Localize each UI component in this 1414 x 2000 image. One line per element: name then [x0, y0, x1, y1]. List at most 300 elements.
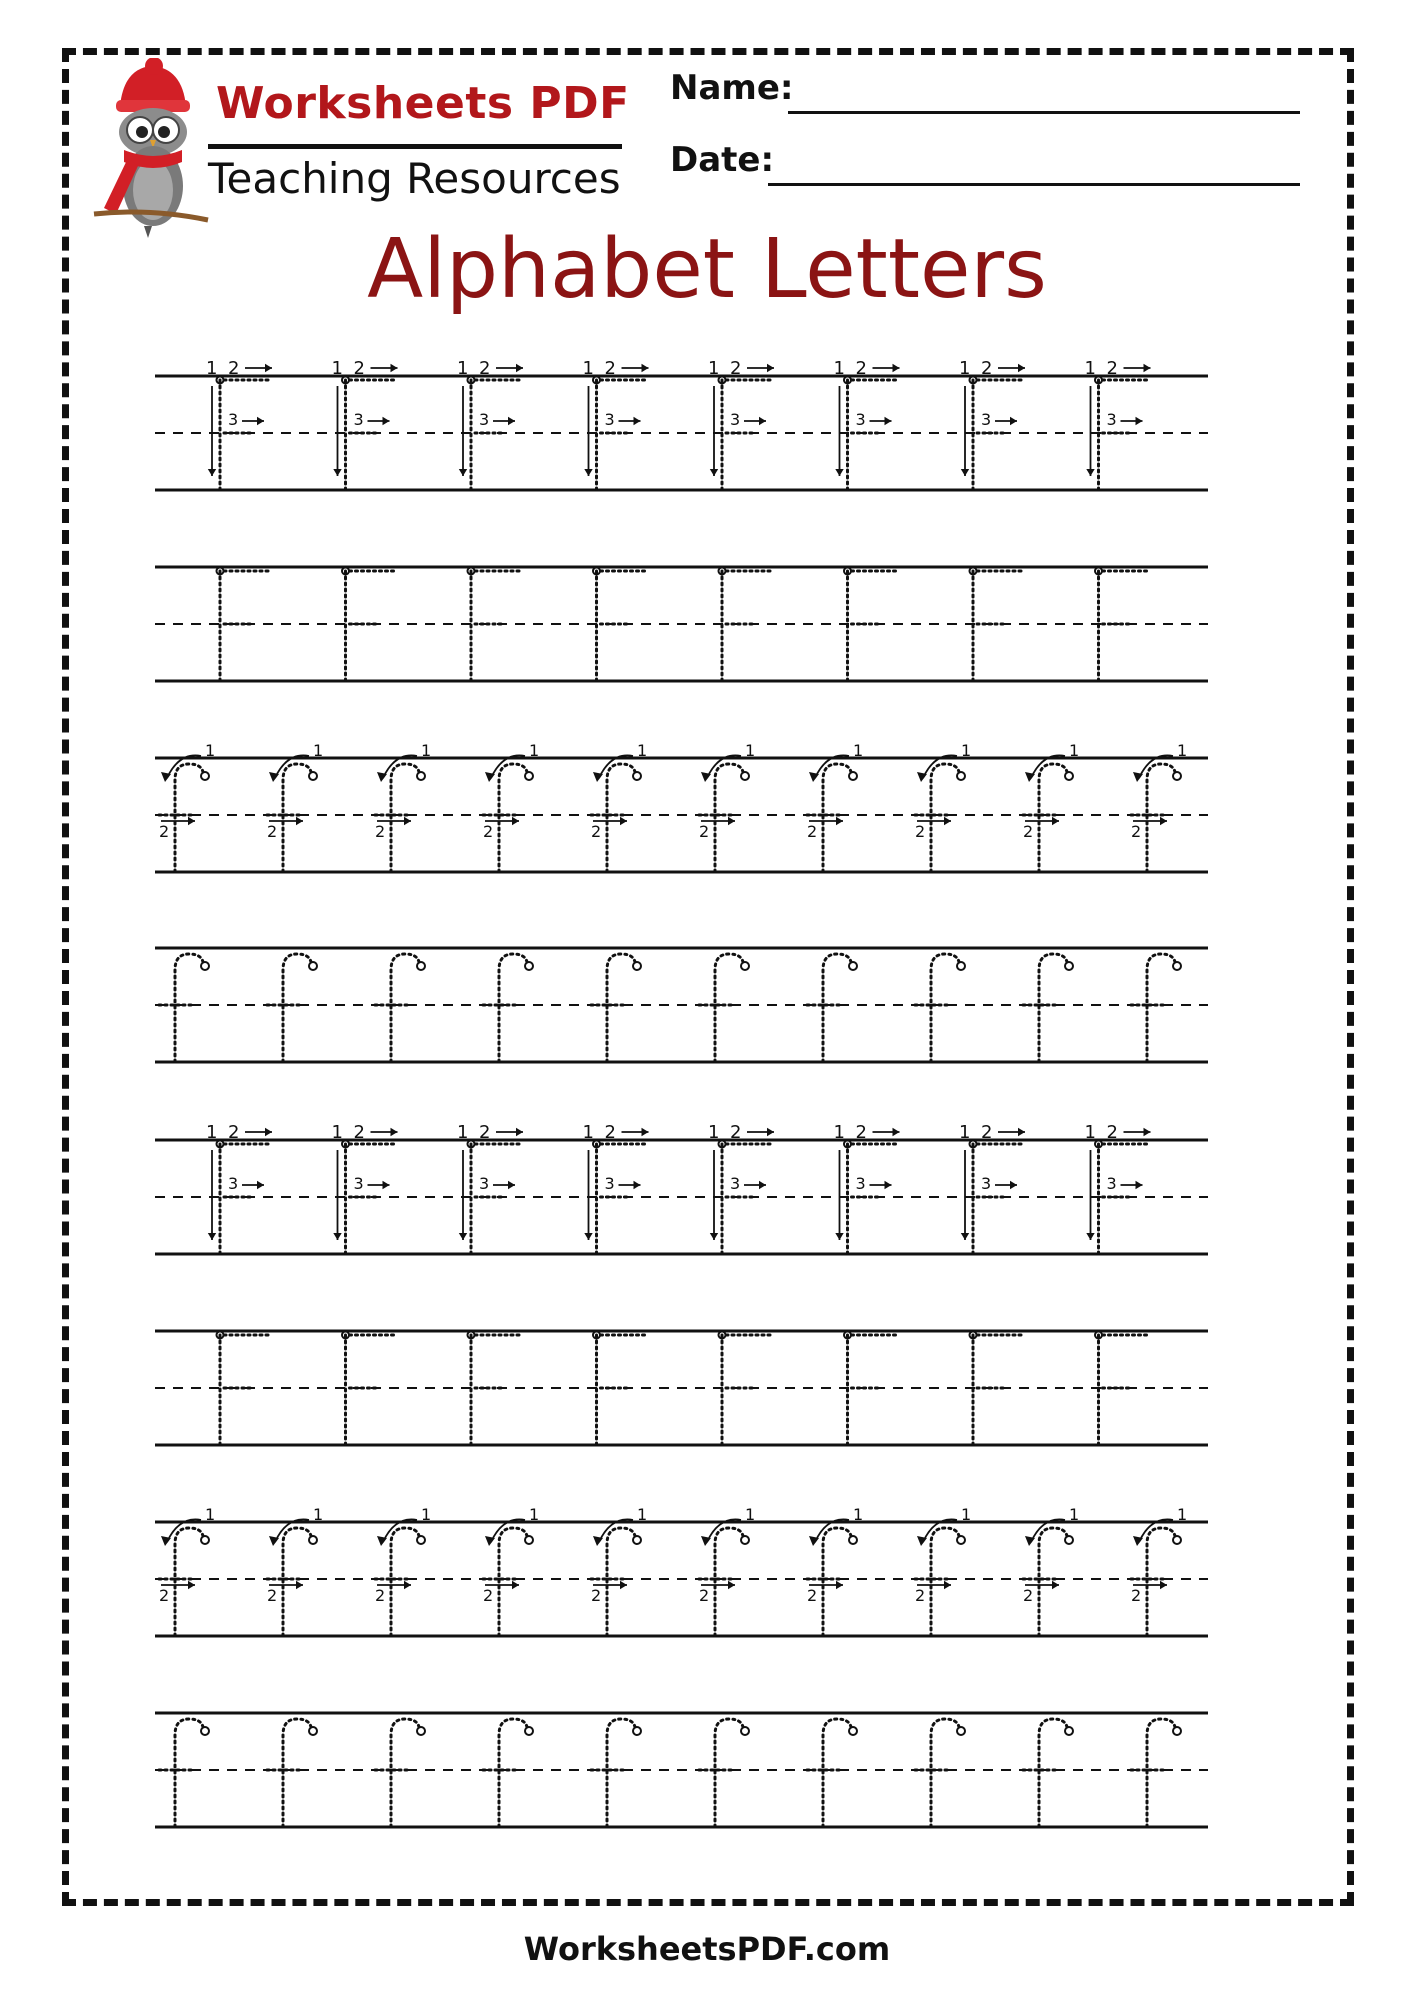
- stroke-arrow-2-head: [944, 1581, 951, 1589]
- start-dot: [957, 962, 965, 970]
- stroke-arrow-3-head: [257, 1181, 264, 1189]
- stroke-arrow-3-head: [759, 417, 766, 425]
- stroke-number-2: 2: [604, 1122, 616, 1143]
- stroke-number-2: 2: [1023, 822, 1034, 841]
- trace-letter-f: [483, 1505, 539, 1636]
- stroke-number-1: 1: [205, 741, 216, 760]
- stroke-number-2: 2: [855, 1122, 867, 1143]
- trace-letter-F: [583, 1122, 649, 1254]
- trace-letter-f: [375, 954, 425, 1062]
- stroke-arrow-1-head: [584, 469, 592, 476]
- hook-trace: [931, 1719, 959, 1827]
- stroke-number-1: 1: [529, 1505, 540, 1524]
- trace-letter-F: [593, 568, 645, 682]
- start-dot: [525, 772, 533, 780]
- stroke-number-1: 1: [708, 1122, 720, 1143]
- start-dot: [1065, 772, 1073, 780]
- stroke-number-2: 2: [228, 1122, 240, 1143]
- trace-letter-f: [807, 1505, 863, 1636]
- trace-letter-f: [699, 1505, 755, 1636]
- stroke-arrow-2-head: [836, 817, 843, 825]
- stroke-number-1: 1: [745, 741, 756, 760]
- hook-trace: [1039, 954, 1067, 1062]
- stroke-number-2: 2: [159, 1586, 170, 1605]
- stroke-number-2: 2: [228, 358, 240, 379]
- hook-trace: [607, 1719, 635, 1827]
- page-title: Alphabet Letters: [367, 222, 1047, 317]
- start-dot: [957, 1536, 965, 1544]
- stroke-arrow-3-head: [1010, 1181, 1017, 1189]
- hook-trace: [823, 954, 851, 1062]
- trace-letter-f: [159, 954, 209, 1062]
- trace-letter-F: [959, 358, 1025, 490]
- stroke-arrow-2-head: [512, 817, 519, 825]
- trace-letter-F: [342, 568, 394, 682]
- trace-letter-f: [375, 1505, 431, 1636]
- stroke-arrow-2-head: [1160, 817, 1167, 825]
- trace-letter-F: [844, 568, 896, 682]
- stroke-number-2: 2: [267, 822, 278, 841]
- start-dot: [849, 1536, 857, 1544]
- stroke-number-2: 2: [483, 1586, 494, 1605]
- trace-letter-f: [267, 741, 323, 872]
- stroke-number-2: 2: [479, 358, 491, 379]
- start-dot: [309, 1536, 317, 1544]
- stroke-number-2: 2: [591, 822, 602, 841]
- stroke-arrow-2-head: [512, 1581, 519, 1589]
- practice-row: [155, 358, 1208, 490]
- stroke-arrow-2-head: [642, 1128, 649, 1136]
- hook-trace: [715, 954, 743, 1062]
- trace-letter-F: [834, 1122, 900, 1254]
- stroke-number-1: 1: [961, 1505, 972, 1524]
- stroke-number-2: 2: [353, 1122, 365, 1143]
- trace-letter-f: [1131, 741, 1187, 872]
- stroke-arrow-1-head: [1086, 1233, 1094, 1240]
- trace-letter-F: [970, 1332, 1022, 1446]
- trace-letter-f: [591, 1719, 641, 1827]
- start-dot: [309, 962, 317, 970]
- trace-letter-F: [1085, 358, 1151, 490]
- trace-letter-f: [483, 741, 539, 872]
- start-dot: [309, 772, 317, 780]
- trace-letter-f: [699, 741, 755, 872]
- stroke-number-1: 1: [421, 741, 432, 760]
- stroke-number-1: 1: [1084, 1122, 1096, 1143]
- stroke-number-1: 1: [961, 741, 972, 760]
- stroke-arrow-3-head: [634, 1181, 641, 1189]
- practice-row: [155, 741, 1208, 872]
- hook-trace: [1147, 954, 1175, 1062]
- hook-trace: [931, 954, 959, 1062]
- trace-letter-f: [1131, 954, 1181, 1062]
- footer-url[interactable]: WorksheetsPDF.com: [523, 1930, 891, 1968]
- stroke-number-2: 2: [591, 1586, 602, 1605]
- stroke-number-2: 2: [483, 822, 494, 841]
- stroke-arrow-1-head: [208, 1233, 216, 1240]
- stroke-number-1: 1: [421, 1505, 432, 1524]
- stroke-number-3: 3: [855, 410, 866, 429]
- hook-trace: [823, 1719, 851, 1827]
- start-dot: [633, 962, 641, 970]
- trace-letter-F: [468, 568, 520, 682]
- stroke-number-1: 1: [1177, 1505, 1188, 1524]
- stroke-arrow-2-head: [620, 817, 627, 825]
- stroke-arrow-3-head: [508, 417, 515, 425]
- start-dot: [1065, 1727, 1073, 1735]
- stroke-arrow-3-head: [383, 417, 390, 425]
- practice-row: [155, 1713, 1208, 1827]
- stroke-number-2: 2: [699, 1586, 710, 1605]
- stroke-number-1: 1: [1069, 741, 1080, 760]
- stroke-number-3: 3: [730, 1174, 741, 1193]
- trace-letter-f: [915, 741, 971, 872]
- stroke-arrow-2-head: [1144, 1128, 1151, 1136]
- stroke-arrow-3-head: [634, 417, 641, 425]
- stroke-number-1: 1: [959, 1122, 971, 1143]
- hook-trace: [391, 1719, 419, 1827]
- stroke-arrow-2-head: [404, 817, 411, 825]
- stroke-number-1: 1: [833, 1122, 845, 1143]
- stroke-arrow-1-head: [835, 1233, 843, 1240]
- trace-letter-F: [834, 358, 900, 490]
- stroke-arrow-2-head: [1052, 817, 1059, 825]
- stroke-arrow-2-head: [404, 1581, 411, 1589]
- stroke-number-1: 1: [457, 358, 469, 379]
- start-dot: [1173, 772, 1181, 780]
- hook-trace: [175, 954, 203, 1062]
- start-dot: [1173, 1727, 1181, 1735]
- hook-trace: [499, 954, 527, 1062]
- stroke-number-1: 1: [313, 741, 324, 760]
- stroke-arrow-3-head: [885, 417, 892, 425]
- trace-letter-f: [267, 1719, 317, 1827]
- practice-row: [155, 567, 1208, 681]
- stroke-arrow-3-head: [759, 1181, 766, 1189]
- stroke-number-1: 1: [1084, 358, 1096, 379]
- hook-trace: [1039, 1719, 1067, 1827]
- start-dot: [741, 1727, 749, 1735]
- stroke-number-2: 2: [730, 1122, 742, 1143]
- stroke-number-2: 2: [699, 822, 710, 841]
- start-dot: [1065, 962, 1073, 970]
- stroke-arrow-3-head: [257, 417, 264, 425]
- trace-letter-f: [483, 1719, 533, 1827]
- trace-letter-f: [699, 954, 749, 1062]
- stroke-arrow-2-head: [767, 1128, 774, 1136]
- stroke-number-2: 2: [375, 1586, 386, 1605]
- start-dot: [201, 1536, 209, 1544]
- start-dot: [849, 962, 857, 970]
- stroke-number-2: 2: [981, 1122, 993, 1143]
- stroke-number-2: 2: [807, 822, 818, 841]
- trace-letter-F: [468, 1332, 520, 1446]
- start-dot: [849, 1727, 857, 1735]
- trace-letter-f: [807, 954, 857, 1062]
- stroke-number-2: 2: [855, 358, 867, 379]
- practice-row: [155, 1505, 1208, 1636]
- trace-letter-f: [483, 954, 533, 1062]
- trace-letter-F: [708, 1122, 774, 1254]
- stroke-arrow-2-head: [391, 1128, 398, 1136]
- trace-letter-F: [457, 358, 523, 490]
- stroke-arrow-2-head: [1018, 1128, 1025, 1136]
- start-dot: [741, 962, 749, 970]
- stroke-number-3: 3: [353, 410, 364, 429]
- trace-letter-f: [699, 1719, 749, 1827]
- stroke-number-1: 1: [959, 358, 971, 379]
- trace-letter-f: [267, 954, 317, 1062]
- stroke-arrow-2-head: [893, 1128, 900, 1136]
- stroke-arrow-1-head: [710, 1233, 718, 1240]
- stroke-number-3: 3: [479, 1174, 490, 1193]
- trace-letter-f: [807, 1719, 857, 1827]
- hook-trace: [607, 954, 635, 1062]
- name-label: Name:: [670, 68, 794, 108]
- stroke-arrow-2-head: [296, 1581, 303, 1589]
- trace-letter-F: [332, 358, 398, 490]
- trace-letter-F: [206, 358, 272, 490]
- start-dot: [957, 772, 965, 780]
- hook-trace: [1147, 1719, 1175, 1827]
- trace-letter-f: [267, 1505, 323, 1636]
- trace-letter-F: [719, 568, 771, 682]
- start-dot: [633, 772, 641, 780]
- trace-letter-f: [1023, 954, 1073, 1062]
- trace-letter-f: [375, 741, 431, 872]
- trace-letter-F: [959, 1122, 1025, 1254]
- trace-letter-F: [708, 358, 774, 490]
- stroke-number-3: 3: [1106, 1174, 1117, 1193]
- stroke-arrow-1-head: [333, 469, 341, 476]
- stroke-arrow-1-head: [208, 469, 216, 476]
- stroke-number-1: 1: [529, 741, 540, 760]
- stroke-number-3: 3: [604, 410, 615, 429]
- stroke-number-2: 2: [1131, 822, 1142, 841]
- stroke-arrow-2-head: [516, 364, 523, 372]
- start-dot: [849, 772, 857, 780]
- stroke-number-2: 2: [915, 1586, 926, 1605]
- stroke-arrow-2-head: [836, 1581, 843, 1589]
- date-label: Date:: [670, 140, 775, 180]
- stroke-arrow-2-head: [265, 364, 272, 372]
- start-dot: [417, 1727, 425, 1735]
- trace-letter-f: [159, 1719, 209, 1827]
- stroke-number-3: 3: [981, 1174, 992, 1193]
- stroke-number-2: 2: [1023, 1586, 1034, 1605]
- stroke-number-2: 2: [353, 358, 365, 379]
- start-dot: [201, 772, 209, 780]
- trace-letter-f: [1131, 1719, 1181, 1827]
- stroke-number-3: 3: [228, 410, 239, 429]
- stroke-arrow-2-head: [188, 817, 195, 825]
- stroke-number-2: 2: [1106, 358, 1118, 379]
- stroke-number-2: 2: [159, 822, 170, 841]
- start-dot: [1173, 962, 1181, 970]
- stroke-arrow-1-head: [584, 1233, 592, 1240]
- stroke-arrow-1-head: [961, 1233, 969, 1240]
- hook-trace: [499, 1719, 527, 1827]
- stroke-number-2: 2: [1131, 1586, 1142, 1605]
- trace-letter-f: [591, 954, 641, 1062]
- stroke-number-1: 1: [206, 1122, 218, 1143]
- stroke-number-1: 1: [1177, 741, 1188, 760]
- stroke-number-2: 2: [375, 822, 386, 841]
- brand-subtitle: Teaching Resources: [208, 154, 621, 203]
- practice-row: [155, 948, 1208, 1062]
- stroke-arrow-3-head: [1136, 1181, 1143, 1189]
- trace-letter-F: [1085, 1122, 1151, 1254]
- stroke-arrow-2-head: [296, 817, 303, 825]
- stroke-arrow-1-head: [459, 469, 467, 476]
- stroke-arrow-2-head: [944, 817, 951, 825]
- hook-trace: [175, 1719, 203, 1827]
- start-dot: [1173, 1536, 1181, 1544]
- stroke-arrow-2-head: [1160, 1581, 1167, 1589]
- trace-letter-f: [591, 1505, 647, 1636]
- stroke-arrow-1-head: [459, 1233, 467, 1240]
- trace-letter-F: [206, 1122, 272, 1254]
- stroke-arrow-1-head: [1086, 469, 1094, 476]
- stroke-number-1: 1: [833, 358, 845, 379]
- trace-letter-F: [593, 1332, 645, 1446]
- stroke-arrow-1-head: [835, 469, 843, 476]
- stroke-arrow-3-head: [1136, 417, 1143, 425]
- stroke-number-1: 1: [745, 1505, 756, 1524]
- trace-letter-F: [457, 1122, 523, 1254]
- trace-letter-F: [217, 1332, 269, 1446]
- brand-title: Worksheets PDF: [216, 78, 630, 129]
- trace-letter-f: [591, 741, 647, 872]
- stroke-arrow-2-head: [767, 364, 774, 372]
- stroke-number-2: 2: [604, 358, 616, 379]
- start-dot: [309, 1727, 317, 1735]
- stroke-arrow-2-head: [1052, 1581, 1059, 1589]
- start-dot: [525, 1536, 533, 1544]
- stroke-number-2: 2: [981, 358, 993, 379]
- stroke-number-1: 1: [582, 358, 594, 379]
- stroke-arrow-2-head: [391, 364, 398, 372]
- trace-letter-F: [719, 1332, 771, 1446]
- start-dot: [525, 962, 533, 970]
- start-dot: [1065, 1536, 1073, 1544]
- stroke-number-1: 1: [457, 1122, 469, 1143]
- trace-letter-f: [159, 741, 215, 872]
- trace-letter-f: [1023, 741, 1079, 872]
- trace-letter-F: [970, 568, 1022, 682]
- stroke-number-2: 2: [730, 358, 742, 379]
- start-dot: [957, 1727, 965, 1735]
- hook-trace: [283, 954, 311, 1062]
- stroke-number-2: 2: [1106, 1122, 1118, 1143]
- stroke-number-3: 3: [1106, 410, 1117, 429]
- trace-letter-f: [1023, 1505, 1079, 1636]
- start-dot: [741, 1536, 749, 1544]
- stroke-arrow-2-head: [265, 1128, 272, 1136]
- stroke-number-1: 1: [206, 358, 218, 379]
- start-dot: [633, 1536, 641, 1544]
- stroke-arrow-3-head: [1010, 417, 1017, 425]
- trace-letter-f: [915, 1505, 971, 1636]
- stroke-arrow-1-head: [710, 469, 718, 476]
- trace-letter-F: [217, 568, 269, 682]
- stroke-number-3: 3: [981, 410, 992, 429]
- stroke-arrow-2-head: [188, 1581, 195, 1589]
- trace-letter-f: [1131, 1505, 1187, 1636]
- stroke-arrow-2-head: [516, 1128, 523, 1136]
- trace-letter-f: [807, 741, 863, 872]
- stroke-arrow-1-head: [333, 1233, 341, 1240]
- stroke-arrow-3-head: [383, 1181, 390, 1189]
- stroke-number-1: 1: [205, 1505, 216, 1524]
- start-dot: [417, 1536, 425, 1544]
- stroke-number-1: 1: [313, 1505, 324, 1524]
- trace-letter-F: [1095, 1332, 1147, 1446]
- trace-letter-f: [915, 1719, 965, 1827]
- stroke-arrow-2-head: [728, 1581, 735, 1589]
- stroke-number-2: 2: [915, 822, 926, 841]
- stroke-arrow-2-head: [728, 817, 735, 825]
- start-dot: [417, 962, 425, 970]
- start-dot: [741, 772, 749, 780]
- start-dot: [201, 962, 209, 970]
- stroke-number-3: 3: [479, 410, 490, 429]
- stroke-arrow-2-head: [1018, 364, 1025, 372]
- stroke-number-1: 1: [708, 358, 720, 379]
- stroke-number-1: 1: [637, 1505, 648, 1524]
- start-dot: [525, 1727, 533, 1735]
- hook-trace: [715, 1719, 743, 1827]
- stroke-number-2: 2: [267, 1586, 278, 1605]
- trace-letter-f: [915, 954, 965, 1062]
- stroke-number-1: 1: [582, 1122, 594, 1143]
- hook-trace: [283, 1719, 311, 1827]
- stroke-number-1: 1: [1069, 1505, 1080, 1524]
- trace-letter-F: [1095, 568, 1147, 682]
- start-dot: [417, 772, 425, 780]
- stroke-number-3: 3: [855, 1174, 866, 1193]
- practice-row: [155, 1331, 1208, 1445]
- start-dot: [201, 1727, 209, 1735]
- stroke-number-1: 1: [637, 741, 648, 760]
- stroke-number-3: 3: [604, 1174, 615, 1193]
- stroke-arrow-3-head: [508, 1181, 515, 1189]
- stroke-arrow-2-head: [620, 1581, 627, 1589]
- stroke-number-2: 2: [479, 1122, 491, 1143]
- stroke-arrow-2-head: [1144, 364, 1151, 372]
- stroke-arrow-3-head: [885, 1181, 892, 1189]
- trace-letter-F: [342, 1332, 394, 1446]
- hook-trace: [391, 954, 419, 1062]
- stroke-number-3: 3: [228, 1174, 239, 1193]
- trace-letter-F: [844, 1332, 896, 1446]
- trace-letter-f: [1023, 1719, 1073, 1827]
- trace-letter-F: [332, 1122, 398, 1254]
- stroke-number-2: 2: [807, 1586, 818, 1605]
- practice-row: [155, 1122, 1208, 1254]
- stroke-number-1: 1: [331, 1122, 343, 1143]
- stroke-number-3: 3: [730, 410, 741, 429]
- stroke-number-1: 1: [853, 1505, 864, 1524]
- stroke-arrow-2-head: [893, 364, 900, 372]
- trace-letter-f: [375, 1719, 425, 1827]
- stroke-number-1: 1: [331, 358, 343, 379]
- trace-letter-F: [583, 358, 649, 490]
- start-dot: [633, 1727, 641, 1735]
- trace-letter-f: [159, 1505, 215, 1636]
- stroke-number-3: 3: [353, 1174, 364, 1193]
- stroke-number-1: 1: [853, 741, 864, 760]
